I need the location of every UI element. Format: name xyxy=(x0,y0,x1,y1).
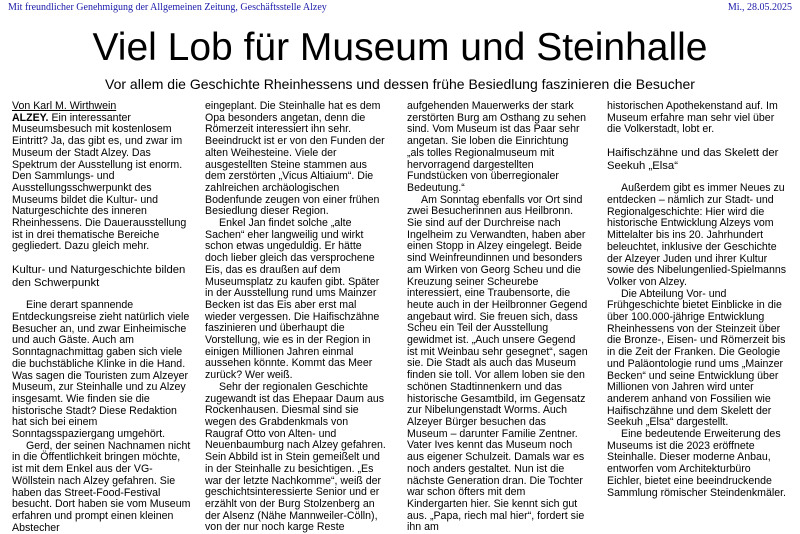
paragraph: Sehr der regionalen Geschichte zugewandt ist das Ehepaar Daum aus Rockenhausen. Diesmal sind sie wegen des Grabdenkmals von Raugraf Otto von Alten- und Neuenbaumburg nach Alzey gefahren. Sein Abbild ist in Stein gemeißelt und in der Steinhalle zu besichtigen. „Es war der letzte Nachkomme“, weiß der geschichtsinteressierte Senior und er erzählt von der Burg Stolzenberg an der Alsenz (Nähe Mannweiler-Cölln), von der nur noch karge Reste xyxy=(205,380,386,534)
publication-date: Mi., 28.05.2025 xyxy=(727,2,792,13)
paragraph xyxy=(12,113,193,253)
paragraph: Enkel Jan findet solche „alte Sachen“ eher langweilig und wirkt schon etwas ungeduldig. Er hätte doch lieber gleich das versprochene Eis, das es draußen auf dem Museumsplatz zu kaufen gibt. Später in der Ausstellung rund ums Mainzer Becken ist das Eis aber erst mal wieder vergessen. Die Haifischzähne faszinieren und überhaupt die Vorstellung, wie es in der Region in einigen Millionen Jahren einmal aussehen könnte. Kommt das Meer zurück? Wer weiß. xyxy=(205,217,380,382)
paragraph: Die Abteilung Vor- und Frühgeschichte bietet Einblicke in die über 100.000-jährige Entwicklung Rheinhessens von der Steinzeit über die Bronze-, Eisen- und Römerzeit bis in die Zeit der Franken. Die Geologie und Paläontologie rund ums „Mainzer Becken“ und seine Entwicklung über Millionen von Jahren wird unter anderem anhand von Fossilien wie Haifischzähne und dem Skelett der Seekuh „Elsa“ dargestellt. xyxy=(607,287,786,429)
dateline: ALZEY. xyxy=(12,111,49,124)
headline: Viel Lob für Museum und Steinhalle xyxy=(92,26,708,69)
subheadline: Vor allem die Geschichte Rheinhessens und dessen frühe Besiedlung faszinieren die Besucher xyxy=(105,76,695,92)
paragraph: Eine bedeutende Erweiterung des Museums ist die 2023 eröffnete Steinhalle. Dieser moderne Anbau, entworfen vom Architekturbüro Eichler, bietet eine beeindruckende Sammlung römischer Steindenkmäler. xyxy=(607,428,786,499)
paragraph: eingeplant. Die Steinhalle hat es dem Opa besonders angetan, denn die Römerzeit interessiert ihn sehr. Beeindruckt ist er von den Funden der alten Weihesteine. Viele der ausgestellten Steine stammen aus dem zerstörten „Vicus Altiaium“. Die zahlreichen archäologischen Bodenfunde zeugen von einer frühen Besiedlung dieser Region. xyxy=(205,100,385,218)
paragraph-text: Ein interessanter Museumsbesuch mit kostenlosem Eintritt? Ja, das gibt es, und zwar im Museum der Stadt Alzey. Das Spektrum der Ausstellung ist enorm. Den Sammlungs- und Ausstellungsschwerpunkt des Museums bildet die Kultur- und Naturgeschichte des inneren Rheinhessens. Die Dauerausstellung ist in drei thematische Bereiche gegliedert. Dazu gleich mehr. xyxy=(12,111,187,253)
column-3 xyxy=(407,100,588,534)
subheading: Haifischzähne und das Skelett der Seekuh „Elsa“ xyxy=(607,147,779,172)
paragraph: Gerd, der seinen Nachnamen nicht in die Öffentlichkeit bringen möchte, ist mit dem Enkel aus der VG-Wöllstein nach Alzey gefahren. Sie haben das Street-Food-Festival besucht. Dort haben sie vom Museum erfahren und prompt einen kleinen Abstecher xyxy=(12,439,191,534)
paragraph: Außerdem gibt es immer Neues zu entdecken – nämlich zur Stadt- und Regionalgeschichte: Hier wird die historische Entwicklung Alzeys vom Mittelalter bis ins 20. Jahrhundert beleuchtet, inklusive der Geschichte der Alzeyer Juden und ihrer Kultur sowie des Nibelungenlied-Spielmanns Volker von Alzey. xyxy=(607,182,787,288)
subheading: Kultur- und Naturgeschichte bilden den Schwerpunkt xyxy=(12,264,186,289)
credit-line: Mit freundlicher Genehmigung der Allgemeinen Zeitung, Geschäftsstelle Alzey xyxy=(8,2,327,13)
paragraph: Am Sonntag ebenfalls vor Ort sind zwei Besucherinnen aus Heilbronn. Sie sind auf der Durchreise nach Ingelheim zu Verwandten, haben aber einen Stopp in Alzey eingelegt. Beide sind Weinfreundinnen und besonders am Wirken von Georg Scheu und die Kreuzung seiner Scheurebe interessiert, eine Traubensorte, die heute auch in der Heilbronner Gegend angebaut wird. Sie freuen sich, dass Scheu ein Teil der Ausstellung gewidmet ist. „Auch unsere Gegend ist mit Weinbau sehr gesegnet“, sagen sie. Die Stadt als auch das Museum finden sie toll. Vor allem loben sie den schönen Stadtinnenkern und das historische Gesamtbild, im Gegensatz zur Nibelungenstadt Worms. Auch Alzeyer Bürger besuchen das Museum – darunter Familie Zentner. Vater Ives kennt das Museum noch aus eigener Schulzeit. Damals war es noch anders gestaltet. Nun ist die nächste Generation dran. Die Tochter war schon öfters mit dem Kindergarten hier. Sie kennt sich gut aus. „Papa, riech mal hier“, fordert sie ihn am xyxy=(407,193,588,534)
column-4 xyxy=(607,101,788,507)
byline-text: Von Karl M. Wirthwein xyxy=(12,100,117,112)
top-bar xyxy=(8,2,792,16)
column-1 xyxy=(12,100,193,534)
paragraph: historischen Apothekenstand auf. Im Museum erfahre man sehr viel über die Volkerstadt, lobt er. xyxy=(607,100,778,136)
paragraph: aufgehenden Mauerwerks der stark zerstörten Burg am Osthang zu sehen sind. Vom Museum ist das Paar sehr angetan. Sie loben die Einrichtung „als tolles Regionalmuseum mit hervorragend dargestellten Fundstücken von überregionaler Bedeutung.“ xyxy=(407,100,587,194)
paragraph: Eine derart spannende Entdeckungsreise zieht natürlich viele Besucher an, und zwar Einheimische und auch Gäste. Auch am Sonntagnachmittag gaben sich viele die buchstäbliche Klinke in die Hand. Was sagen die Touristen zum Alzeyer Museum, zur Steinhalle und zu Alzey insgesamt. Wie finden sie die historische Stadt? Diese Redaktion hat sich bei einem Sonntagsspaziergang umgehört. xyxy=(12,299,190,441)
column-2 xyxy=(205,100,386,534)
